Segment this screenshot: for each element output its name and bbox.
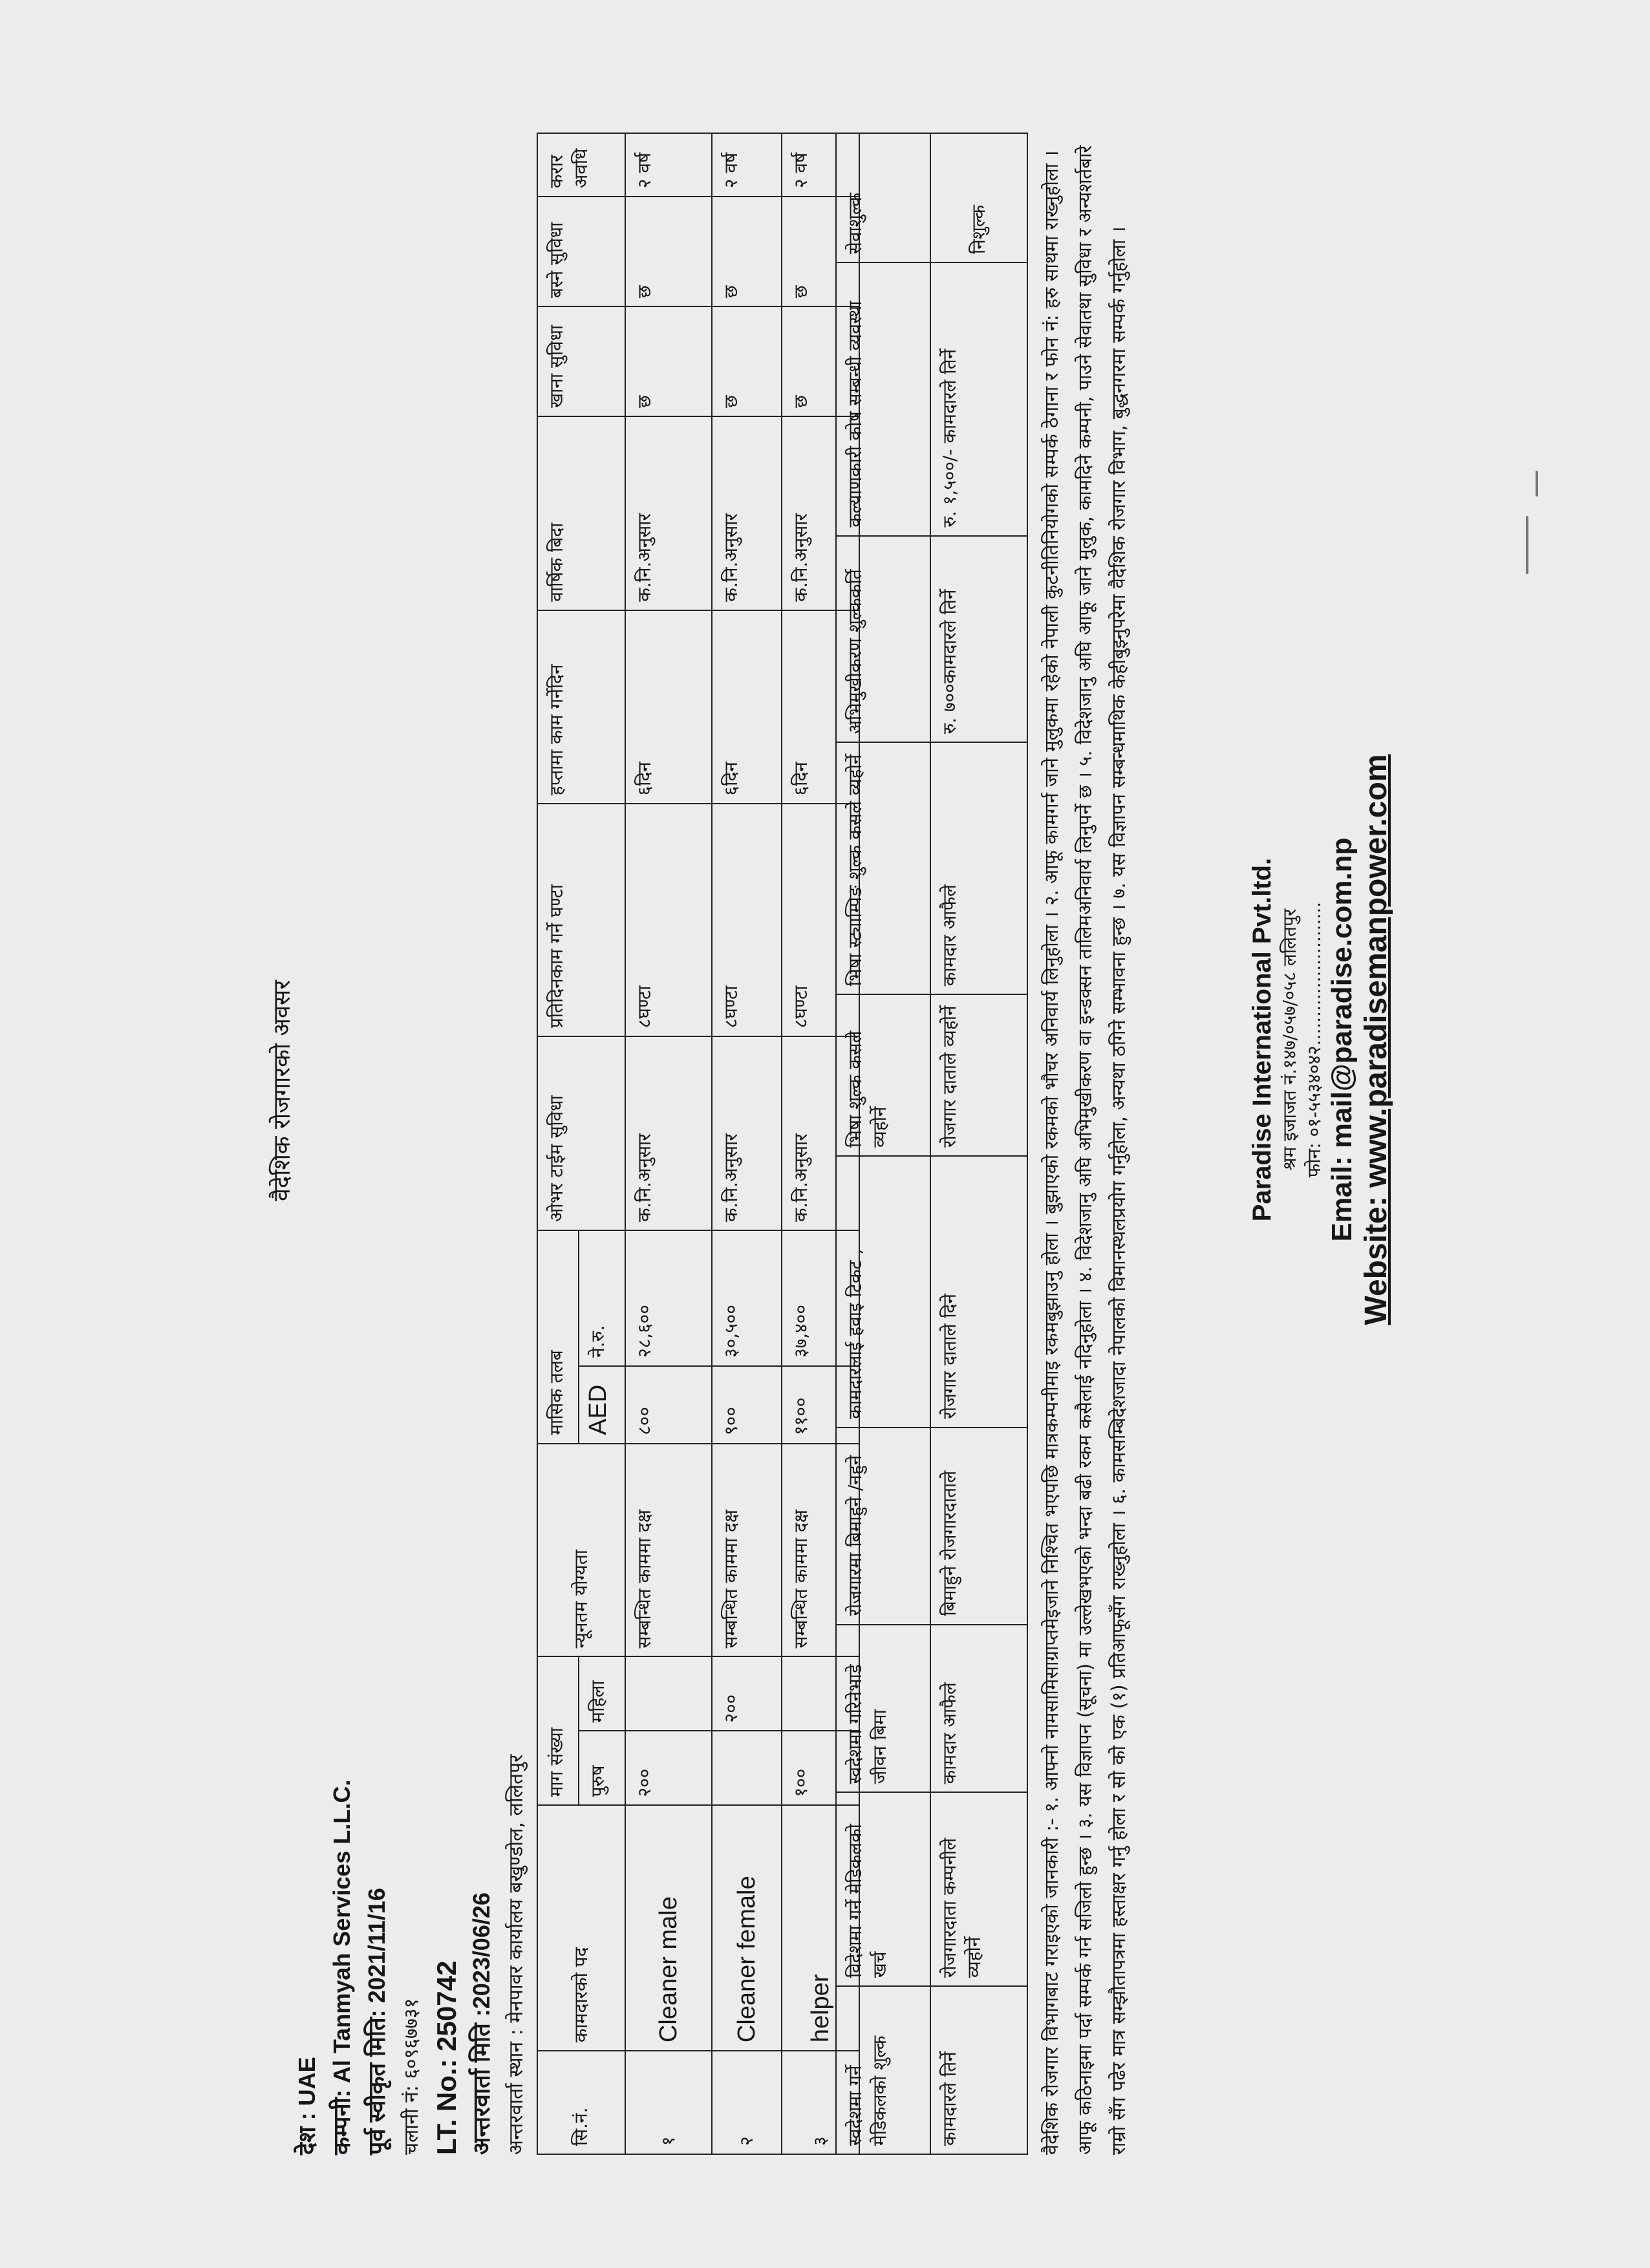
row-contract: २ वर्ष [712, 133, 782, 197]
row-annual-leave: क.नि.अनुसार [625, 416, 712, 610]
cost-value: रोजगारदाता कम्पनीले व्यहोर्ने [930, 1792, 1027, 1986]
row-sn: १ [625, 2051, 712, 2154]
header-female: महिला [579, 1657, 625, 1731]
approval-date: पूर्व स्वीकृत मिति: 2021/11/16 [363, 1888, 390, 2155]
row-female: २०० [712, 1657, 782, 1731]
row-weekly-days: ६दिन [712, 610, 782, 804]
header-daily-hours: प्रतिदिनकाम गर्ने घण्टा [537, 804, 625, 1036]
row-aed: ९०० [712, 1366, 782, 1444]
agency-email: Email: mail@paradise.com.np [1326, 837, 1358, 1242]
row-qualification: सम्बन्धित काममा दक्ष [625, 1444, 712, 1657]
row-accommodation: छ [782, 197, 859, 306]
row-overtime: क.नि.अनुसार [625, 1036, 712, 1230]
row-overtime: क.नि.अनुसार [712, 1036, 782, 1230]
row-annual-leave: क.नि.अनुसार [782, 416, 859, 610]
cost-value: निशुल्क [930, 133, 1027, 262]
agency-phone: फोन: ०१-५५३४०४२......................... [1303, 901, 1325, 1178]
header-qualification: न्यूनतम योग्यता [537, 1444, 625, 1657]
agency-website: Website: www.paradisemanpower.com [1359, 754, 1393, 1325]
cost-value: कामदार आफैले [930, 743, 1027, 995]
header-sn: सि.नं. [537, 2051, 625, 2154]
instructions-note: वैदेशिक रोजगार विभागबाट गराइएको जानकारी :- १. आफ्नो नामसामिसाग्राप्तमेइजाने निश्चित भएपछि मात्रकम्पनीमाइ रकमबुझाउनु होला । बुझाएको रकमको भौचर अनिवार्य लिनुहोला । २. आफू कामगर्न जाने मुलुकमा रहेको नेपाली कुटनीतिनियोगको सम्पर्क ठेगाना र फोन नं: हरु साथमा राख्नुहोला । आफू कठिनाइमा पर्दा सम्पर्क गर्न सजिलो हुन्छ । ३. यस विज्ञापन (सूचना) मा उल्लेखभएको भन्दा बढी रकम कसैलाई नदिनुहोला । ४. विदेशजानु अघि अभिमुखीकरण वा इन्डक्सन तालिमअनिवार्य लिनुपर्ने छ । ५. विदेशजानु अघि आफू जाने मुलुक, कामदिने कम्पनी, पाउने सेवातथा सुविधा र अन्यशर्तबारे राम्रो सँग पढेर मात्र सम्झौतापत्रमा हस्ताक्षर गर्नु होला र सो को एक (१) प्रतिआफूसँग राख्नुहोला । ६. कामसम्बिदेशजादा नेपालको विमानस्थलप्रयोग गर्नुहोला, अन्यथा ठगिने सम्भावना हुन्छ । ७. यस विज्ञापन सम्बन्धमाथिक केहीबुझ्नुपरेमा वैदेशिक रोजगार विभाग, बुद्धनगरमा सम्पर्क गर्नुहोला । [1040, 145, 1130, 2155]
agency-name: Paradise International Pvt.ltd. [1248, 857, 1276, 1222]
row-contract: २ वर्ष [625, 133, 712, 197]
cost-value: रोजगार दाताले व्यहोर्ने [930, 994, 1027, 1156]
pen-mark [1526, 516, 1528, 574]
row-accommodation: छ [625, 197, 712, 306]
cost-header: स्वदेशमा गर्ने मेडिकलको शुल्क [836, 1986, 930, 2154]
row-male: १०० [782, 1731, 859, 1805]
row-npr: ३०,५०० [712, 1230, 782, 1366]
cost-table [835, 133, 1028, 2155]
job-header [290, 1314, 534, 2155]
agency-license: श्रम इजाजत नं.१४७/०५७/०५८ ललितपुर [1279, 908, 1300, 1171]
interview-date: अन्तरवार्ता मिति :2023/06/26 [468, 1892, 495, 2155]
agency-contact [1248, 749, 1394, 1331]
row-qualification: सम्बन्धित काममा दक्ष [712, 1444, 782, 1657]
cost-header: विदेशमा गर्ने मेडिकलको खर्च [836, 1792, 930, 1986]
header-annual-leave: वार्षिक बिदा [537, 416, 625, 610]
row-accommodation: छ [712, 197, 782, 306]
header-contract: करार अवधि [537, 133, 625, 197]
row-daily-hours: ८घण्टा [712, 804, 782, 1036]
page-title: वैदेशिक रोजगारको अवसर [269, 979, 295, 1201]
cost-value: रु. ७००कामदारले तिर्ने [930, 536, 1027, 743]
header-demand: माग संख्या [537, 1657, 579, 1806]
row-daily-hours: ८घण्टा [625, 804, 712, 1036]
row-daily-hours: ८घण्टा [782, 804, 859, 1036]
company: कम्पनी: Al Tanmyah Services L.L.C. [328, 1779, 355, 2155]
row-qualification: सम्बन्धित काममा दक्ष [782, 1444, 859, 1657]
cost-value: कामदार आफैले [930, 1625, 1027, 1793]
row-female [625, 1657, 712, 1731]
row-food: छ [712, 306, 782, 416]
row-male: २०० [625, 1731, 712, 1805]
row-aed: ११०० [782, 1366, 859, 1444]
cost-header: भिषा स्ट्याम्पिङ शुल्क कसले व्यहोर्ने [836, 743, 930, 995]
row-post: Cleaner female [712, 1805, 782, 2051]
cost-value: रु. १,५००/- कामदारले तिर्ने [930, 262, 1027, 536]
cost-value: रोजगार दाताले दिने [930, 1156, 1027, 1428]
row-sn: ३ [782, 2051, 859, 2154]
pen-mark [1536, 471, 1538, 497]
header-food: खाना सुविधा [537, 306, 625, 416]
country: देश : UAE [294, 2057, 320, 2155]
lt-no: LT. No.: 250742 [431, 1960, 462, 2155]
header-accommodation: बस्ने सुविधा [537, 197, 625, 306]
row-weekly-days: ६दिन [782, 610, 859, 804]
row-npr: २८,६०० [625, 1230, 712, 1366]
cost-header: कल्याणकारी कोष सम्बन्धी व्यवस्था [836, 262, 930, 536]
dispatch-no: चलानी नं: ६०९६७७३१ [400, 1998, 423, 2155]
cost-value: कामदारले तिर्ने [930, 1986, 1027, 2154]
row-annual-leave: क.नि.अनुसार [712, 416, 782, 610]
cost-header: सेवाशुल्क [836, 133, 930, 262]
header-male: पुरुष [579, 1731, 625, 1805]
cost-header: स्वदेशमा गरिनेभाडे जीवन बिमा [836, 1625, 930, 1793]
header-npr: ने.रु. [579, 1230, 625, 1366]
row-food: छ [625, 306, 712, 416]
cost-header: अभिमुखीकरण शुल्ककर्ति [836, 536, 930, 743]
row-overtime: क.नि.अनुसार [782, 1036, 859, 1230]
cost-header: कामदारलाई हवाइ टिकट , [836, 1156, 930, 1428]
header-aed: AED [579, 1366, 625, 1444]
row-food: छ [782, 306, 859, 416]
row-contract: २ वर्ष [782, 133, 859, 197]
row-post: Cleaner male [625, 1805, 712, 2051]
row-npr: ३७,४०० [782, 1230, 859, 1366]
row-post: helper [782, 1805, 859, 2051]
cost-value: बिमाहुने रोजगारदाताले [930, 1428, 1027, 1625]
row-weekly-days: ६दिन [625, 610, 712, 804]
cost-header: भिषा शुल्क कसले व्यहोर्ने [836, 994, 930, 1156]
row-male [712, 1731, 782, 1805]
cost-header: रोजगारमा बिमाहुने /नहुने [836, 1428, 930, 1625]
table-row [712, 133, 782, 2154]
row-sn: २ [712, 2051, 782, 2154]
interview-place: अन्तरवार्ता स्थान : मेनपावर कार्यालय बखुण्डोल, ललितपुर [505, 1754, 528, 2155]
header-post: कामदारको पद [537, 1805, 625, 2051]
header-salary: मासिक तलब [537, 1230, 579, 1444]
table-row [625, 133, 712, 2154]
main-job-table [537, 133, 860, 2155]
row-aed: ८०० [625, 1366, 712, 1444]
header-overtime: ओभर टाईम सुविधा [537, 1036, 625, 1230]
header-weekly-days: हप्तामा काम गर्नेदिन [537, 610, 625, 804]
